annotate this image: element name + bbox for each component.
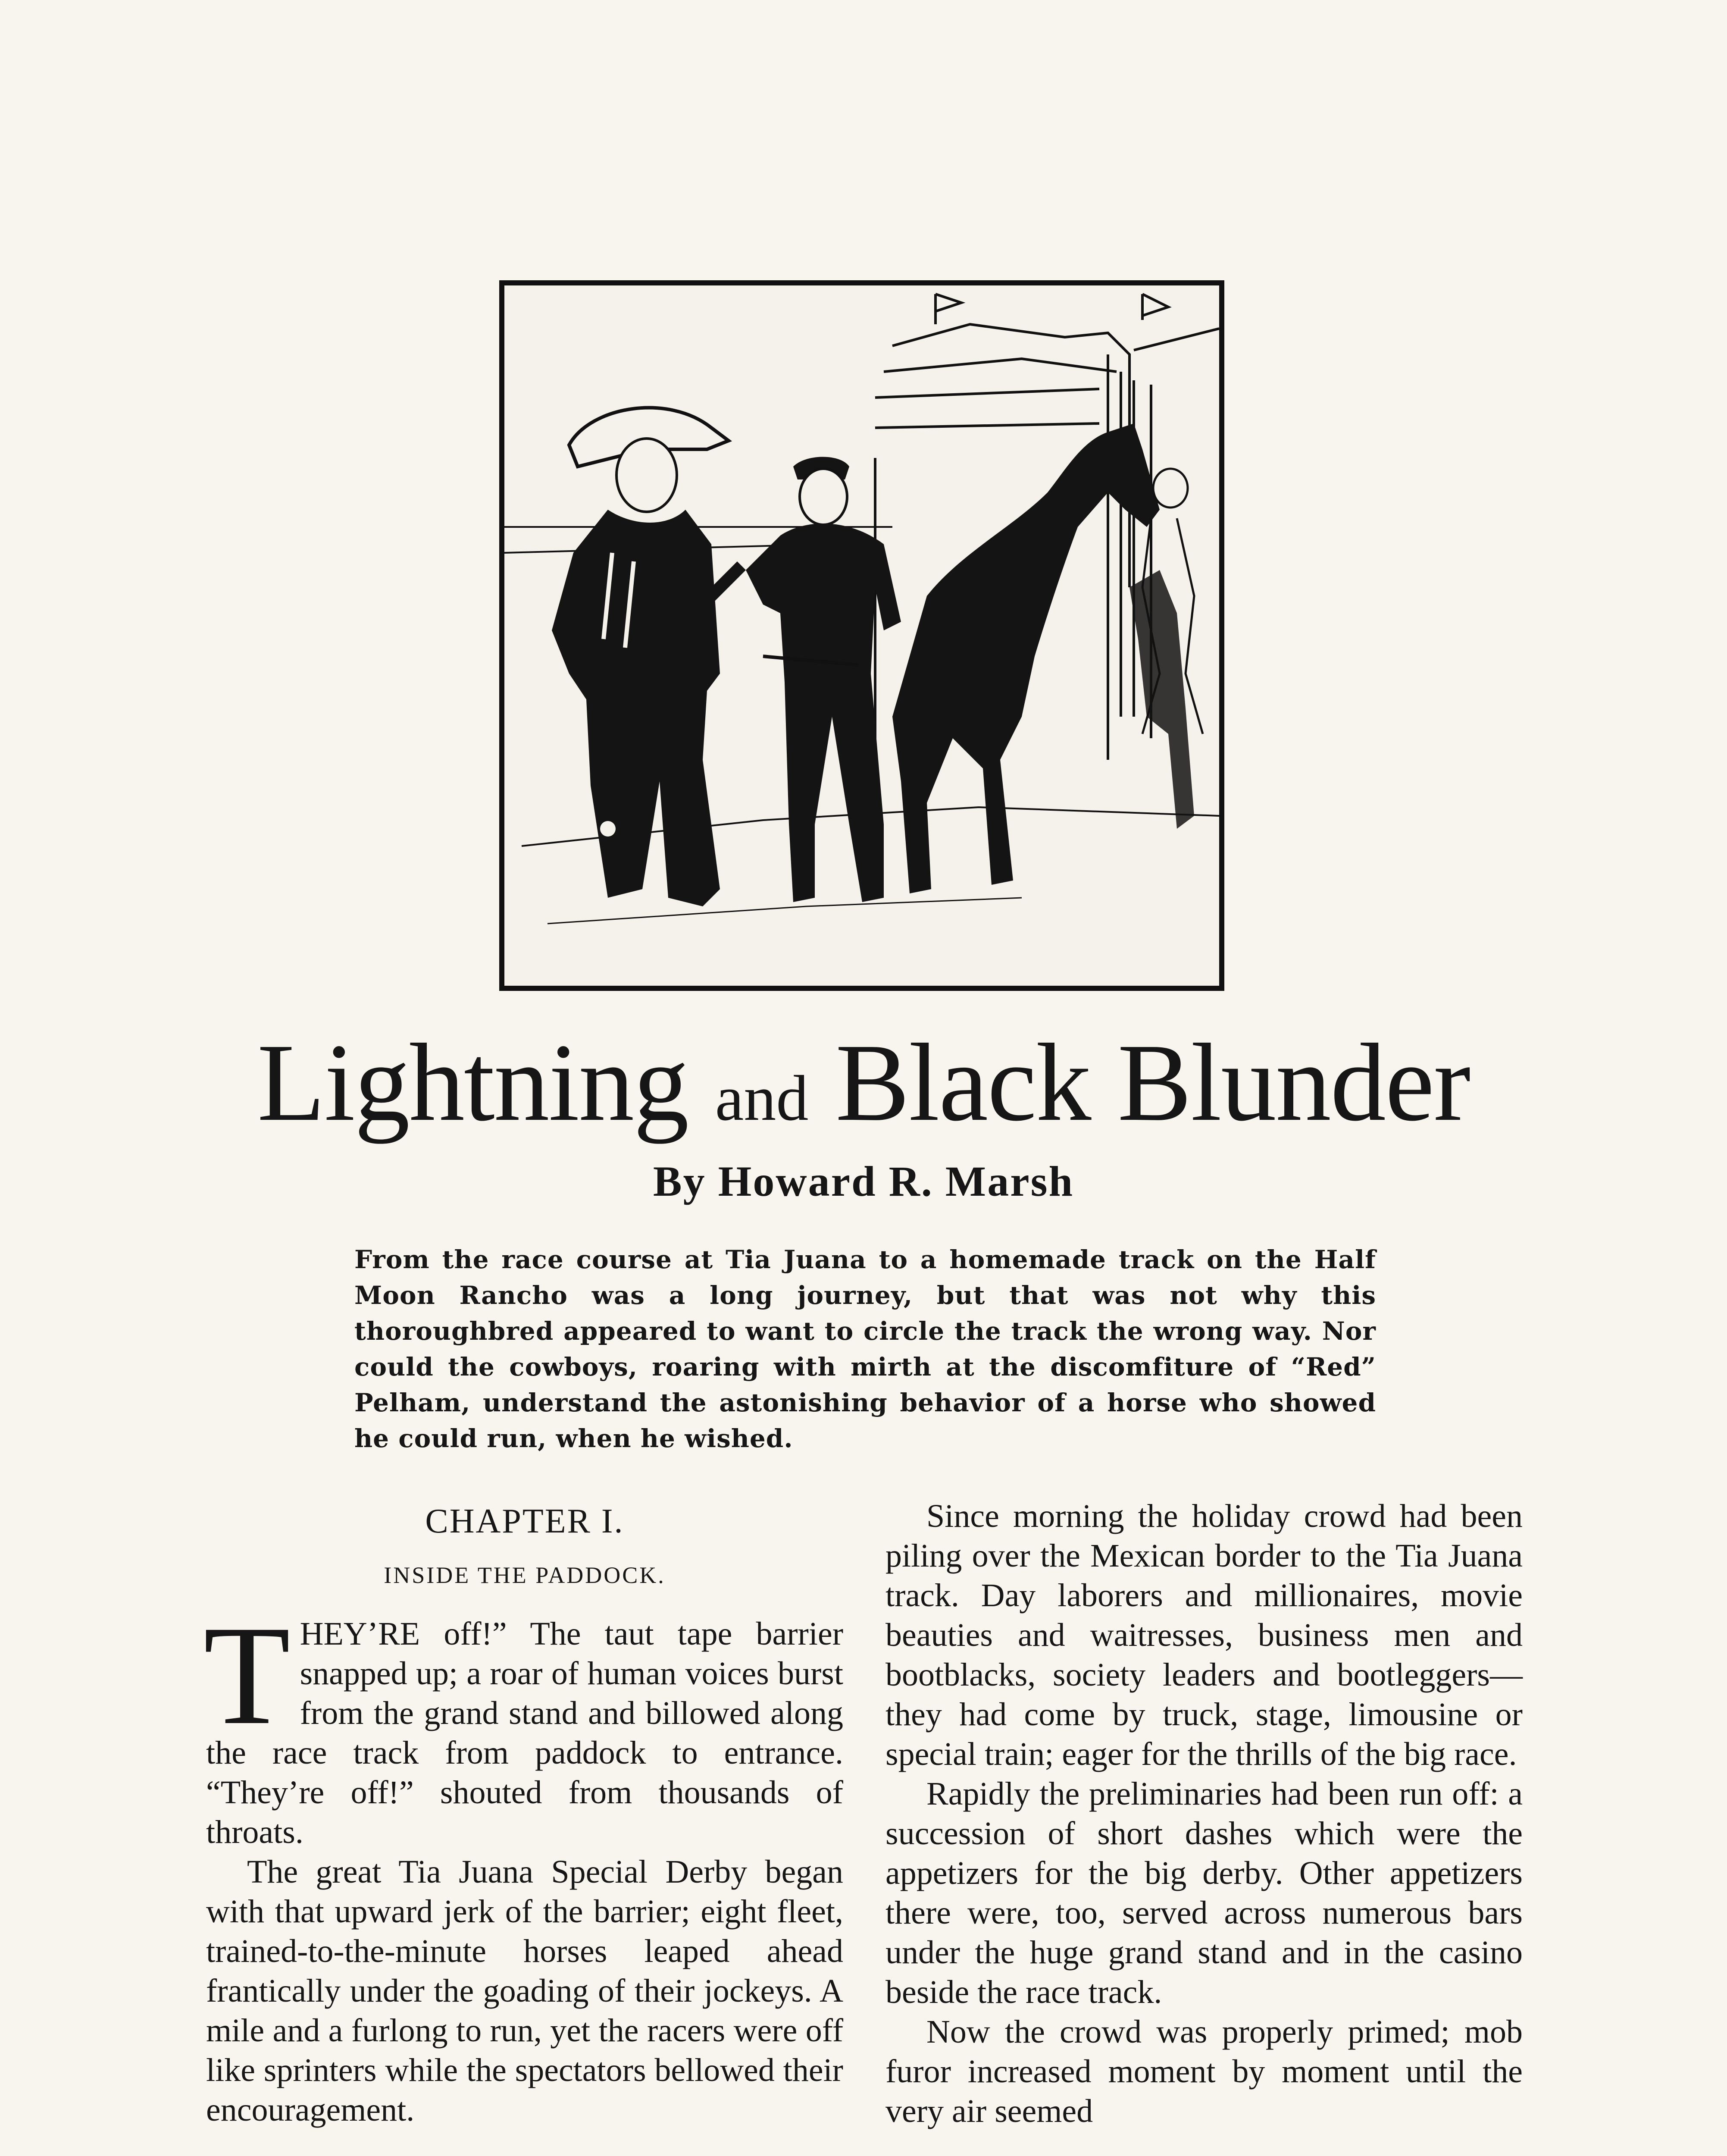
drop-cap: T [203, 1597, 291, 1754]
right-column [885, 1496, 1523, 2131]
opening-paragraph [203, 1597, 843, 1852]
body-paragraph: The great Tia Juana Special Derby began with that upward jerk of the barrier; eight fleet, trained-to-the-minute horses leaped ahead frantically under the goading of their jockeys. A mile and a furlong to run, yet the racers were off like sprinters while the spectators bellowed their encouragement. [206, 1854, 843, 2128]
story-title [172, 1018, 1555, 1163]
body-paragraph: Now the crowd was properly primed; mob furor increased moment by moment until the very air seemed [885, 2014, 1523, 2129]
chapter-subheading: INSIDE THE PADDOCK. [384, 1562, 666, 1588]
story-blurb: From the race course at Tia Juana to a homemade track on the Half Moon Rancho was a long journey, but that was not why this thoroughbred appeared to want to circle the track the wrong way. Nor could the cowboys, roaring with mirth at the discomfiture of “Red” Pelham, understand the astonishing behavior of a horse who showed he could run, when he wished. [354, 1245, 1376, 1453]
title-part-two: Black Blunder [835, 1021, 1470, 1144]
body-paragraph: Rapidly the preliminaries had been run off: a succession of short dashes which were the appetizers for the big derby. Other appetizers there were, too, served across numerous bars under the huge grand stand and in the casino beside the race track. [885, 1776, 1523, 2010]
title-and: and [715, 1062, 809, 1134]
opening-text: HEY’RE off!” The taut tape barrier snapped up; a roar of human voices burst from the grand stand and billowed along the race track from paddock to entrance. “They’re off!” shouted from thousands of throats. [206, 1616, 843, 1850]
body-paragraph: Since morning the holiday crowd had been piling over the Mexican border to the Tia Juana track. Day laborers and millionaires, movie beauties and waitresses, business men and bootblacks, society leaders and bootleggers—they had come by truck, stage, limousine or special train; eager for the thrills of the big race. [885, 1498, 1523, 1772]
chapter-heading: CHAPTER I. [425, 1502, 624, 1540]
story-illustration [499, 280, 1224, 991]
left-column [203, 1492, 843, 2130]
title-part-one: Lightning [257, 1021, 688, 1144]
byline: By Howard R. Marsh [653, 1157, 1074, 1205]
cowboy-horse-illustration [504, 285, 1219, 986]
